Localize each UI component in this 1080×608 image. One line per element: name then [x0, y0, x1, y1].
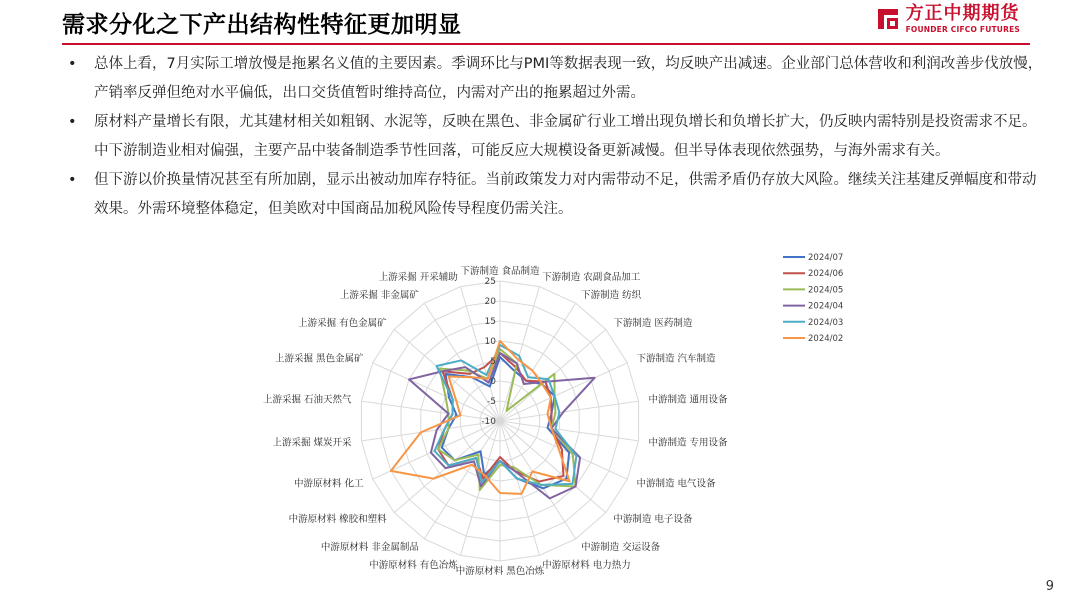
logo-en-text: FOUNDER CIFCO FUTURES — [905, 25, 1020, 34]
radar-category-label: 下游制造 汽车制造 — [636, 353, 716, 365]
bullet-text: 原材料产量增长有限，尤其建材相关如粗钢、水泥等，反映在黑色、非金属矿行业工增出现负增长和负增长扩大，仍反映内需特别是投资需求不足。中下游制造业相对偏强，主要产品中装备制造季节性回落，可能反应大规模设备更新减慢。但半导体表现依然强势，与海外需求有关。 — [94, 114, 1037, 159]
radar-category-label: 中游制造 通用设备 — [648, 394, 728, 406]
legend-label: 2024/05 — [808, 285, 844, 296]
radar-category-label: 下游制造 农副食品加工 — [542, 272, 641, 284]
radar-tick-label: 5 — [490, 357, 496, 367]
radar-category-label: 上游采掘 有色金属矿 — [298, 317, 387, 329]
page-title: 需求分化之下产出结构性特征更加明显 — [62, 12, 462, 38]
legend-label: 2024/03 — [808, 317, 844, 328]
radar-tick-label: 20 — [484, 297, 496, 307]
bullet-dot: • — [68, 172, 77, 188]
radar-category-label: 中游制造 专用设备 — [648, 437, 728, 449]
radar-category-label: 下游制造 食品制造 — [460, 266, 540, 277]
legend-label: 2024/02 — [808, 334, 844, 344]
radar-category-label: 中游原材料 有色冶炼 — [369, 559, 458, 571]
radar-tick-label: 15 — [484, 317, 496, 327]
radar-tick-label: 0 — [490, 377, 496, 387]
radar-category-label: 中游制造 电子设备 — [613, 514, 693, 526]
radar-category-label: 中游原材料 化工 — [294, 478, 364, 490]
bullet-text: 总体上看，7月实际工增放慢是拖累名义值的主要因素。季调环比与PMI等数据表现一致，均反映产出减速。企业部门总体营收和利润改善步伐放慢，产销率反弹但绝对水平偏低，出口交货值暂时维持高位，内需对产出的拖累超过外需。 — [94, 56, 1043, 101]
radar-tick-label: 25 — [484, 277, 496, 287]
legend-label: 2024/07 — [808, 253, 844, 263]
radar-category-label: 中游制造 电气设备 — [636, 478, 716, 490]
radar-tick-label: -5 — [487, 397, 496, 407]
radar-category-label: 中游原材料 非金属制品 — [320, 542, 419, 554]
radar-tick-label: -10 — [481, 417, 496, 427]
radar-tick-label: 10 — [484, 337, 496, 347]
radar-category-label: 上游采掘 石油天然气 — [262, 394, 352, 406]
radar-category-label: 中游制造 交运设备 — [581, 542, 661, 554]
radar-category-label: 上游采掘 煤炭开采 — [272, 437, 352, 449]
radar-category-label: 中游原材料 橡胶和塑料 — [288, 514, 387, 526]
radar-category-label: 下游制造 医药制造 — [613, 317, 693, 329]
radar-category-label: 中游原材料 电力热力 — [542, 559, 631, 571]
page-number: 9 — [1045, 579, 1054, 594]
bullet-text: 但下游以价换量情况甚至有所加剧，显示出被动加库存特征。当前政策发力对内需带动不足，供需矛盾仍存放大风险。继续关注基建反弹幅度和带动效果。外需环境整体稳定，但美欧对中国商品加税风险传导程度仍需关注。 — [94, 172, 1037, 217]
legend-label: 2024/04 — [808, 301, 844, 312]
radar-category-label: 上游采掘 开采辅助 — [378, 272, 458, 284]
logo-cn-text: 方正中期期货 — [905, 3, 1020, 24]
radar-category-label: 上游采掘 黑色金属矿 — [275, 353, 364, 365]
legend-label: 2024/06 — [808, 269, 844, 280]
radar-category-label: 上游采掘 非金属矿 — [339, 289, 419, 301]
bullet-dot: • — [68, 114, 77, 130]
radar-category-label: 下游制造 纺织 — [581, 289, 642, 301]
bullet-dot: • — [68, 56, 77, 72]
radar-category-label: 中游原材料 黑色冶炼 — [455, 566, 545, 577]
